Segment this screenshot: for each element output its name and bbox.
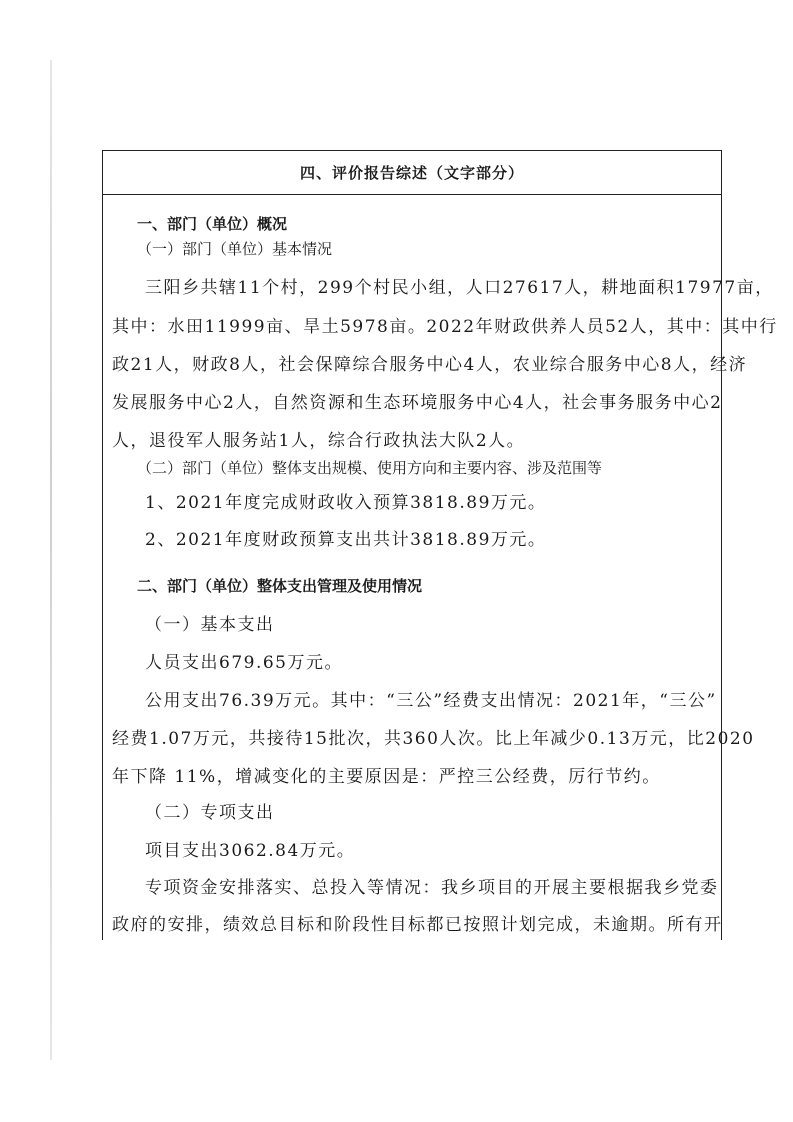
para1-line-3: 政21人，财政8人，社会保障综合服务中心4人，农业综合服务中心8人，经济 [112, 355, 748, 375]
special-funds-line-2: 政府的安排，绩效总目标和阶段性目标都已按照计划完成，未逾期。所有开 [112, 915, 723, 935]
table-header-row [103, 151, 721, 195]
scan-edge [50, 60, 52, 1060]
para1-line-5: 人，退役军人服务站1人，综合行政执法大队2人。 [112, 431, 526, 451]
para1-line-1: 三阳乡共辖11个村，299个村民小组，人口27617人，耕地面积17977亩， [145, 278, 774, 298]
special-funds-line-1: 专项资金安排落实、总投入等情况：我乡项目的开展主要根据我乡党委 [145, 878, 719, 898]
item-2: 2、2021年度财政预算支出共计3818.89万元。 [145, 530, 547, 550]
personnel-expense: 人员支出679.65万元。 [145, 653, 343, 673]
section1-heading: 一、部门（单位）概况 [137, 215, 288, 233]
section2-heading: 二、部门（单位）整体支出管理及使用情况 [137, 577, 423, 595]
item-1: 1、2021年度完成财政收入预算3818.89万元。 [145, 493, 547, 513]
para1-line-4: 发展服务中心2人，自然资源和生态环境服务中心4人，社会事务服务中心2 [112, 393, 723, 413]
public-expense-line-1: 公用支出76.39万元。其中：“三公”经费支出情况：2021年，“三公” [145, 691, 717, 711]
section1-subheading-1: （一）部门（单位）基本情况 [137, 240, 333, 258]
section2-subheading-2: （二）专项支出 [145, 803, 275, 823]
project-expense: 项目支出3062.84万元。 [145, 841, 356, 861]
section1-subheading-2: （二）部门（单位）整体支出规模、使用方向和主要内容、涉及范围等 [137, 459, 603, 477]
public-expense-line-2: 经费1.07万元，共接待15批次，共360人次。比上年减少0.13万元，比2020 [112, 729, 755, 749]
public-expense-line-3: 年下降 11%，增减变化的主要原因是：严控三公经费，厉行节约。 [112, 767, 661, 787]
section-title: 四、评价报告综述（文字部分） [299, 164, 524, 182]
para1-line-2: 其中：水田11999亩、旱土5978亩。2022年财政供养人员52人，其中：其中行 [112, 317, 778, 337]
section2-subheading-1: （一）基本支出 [145, 615, 275, 635]
